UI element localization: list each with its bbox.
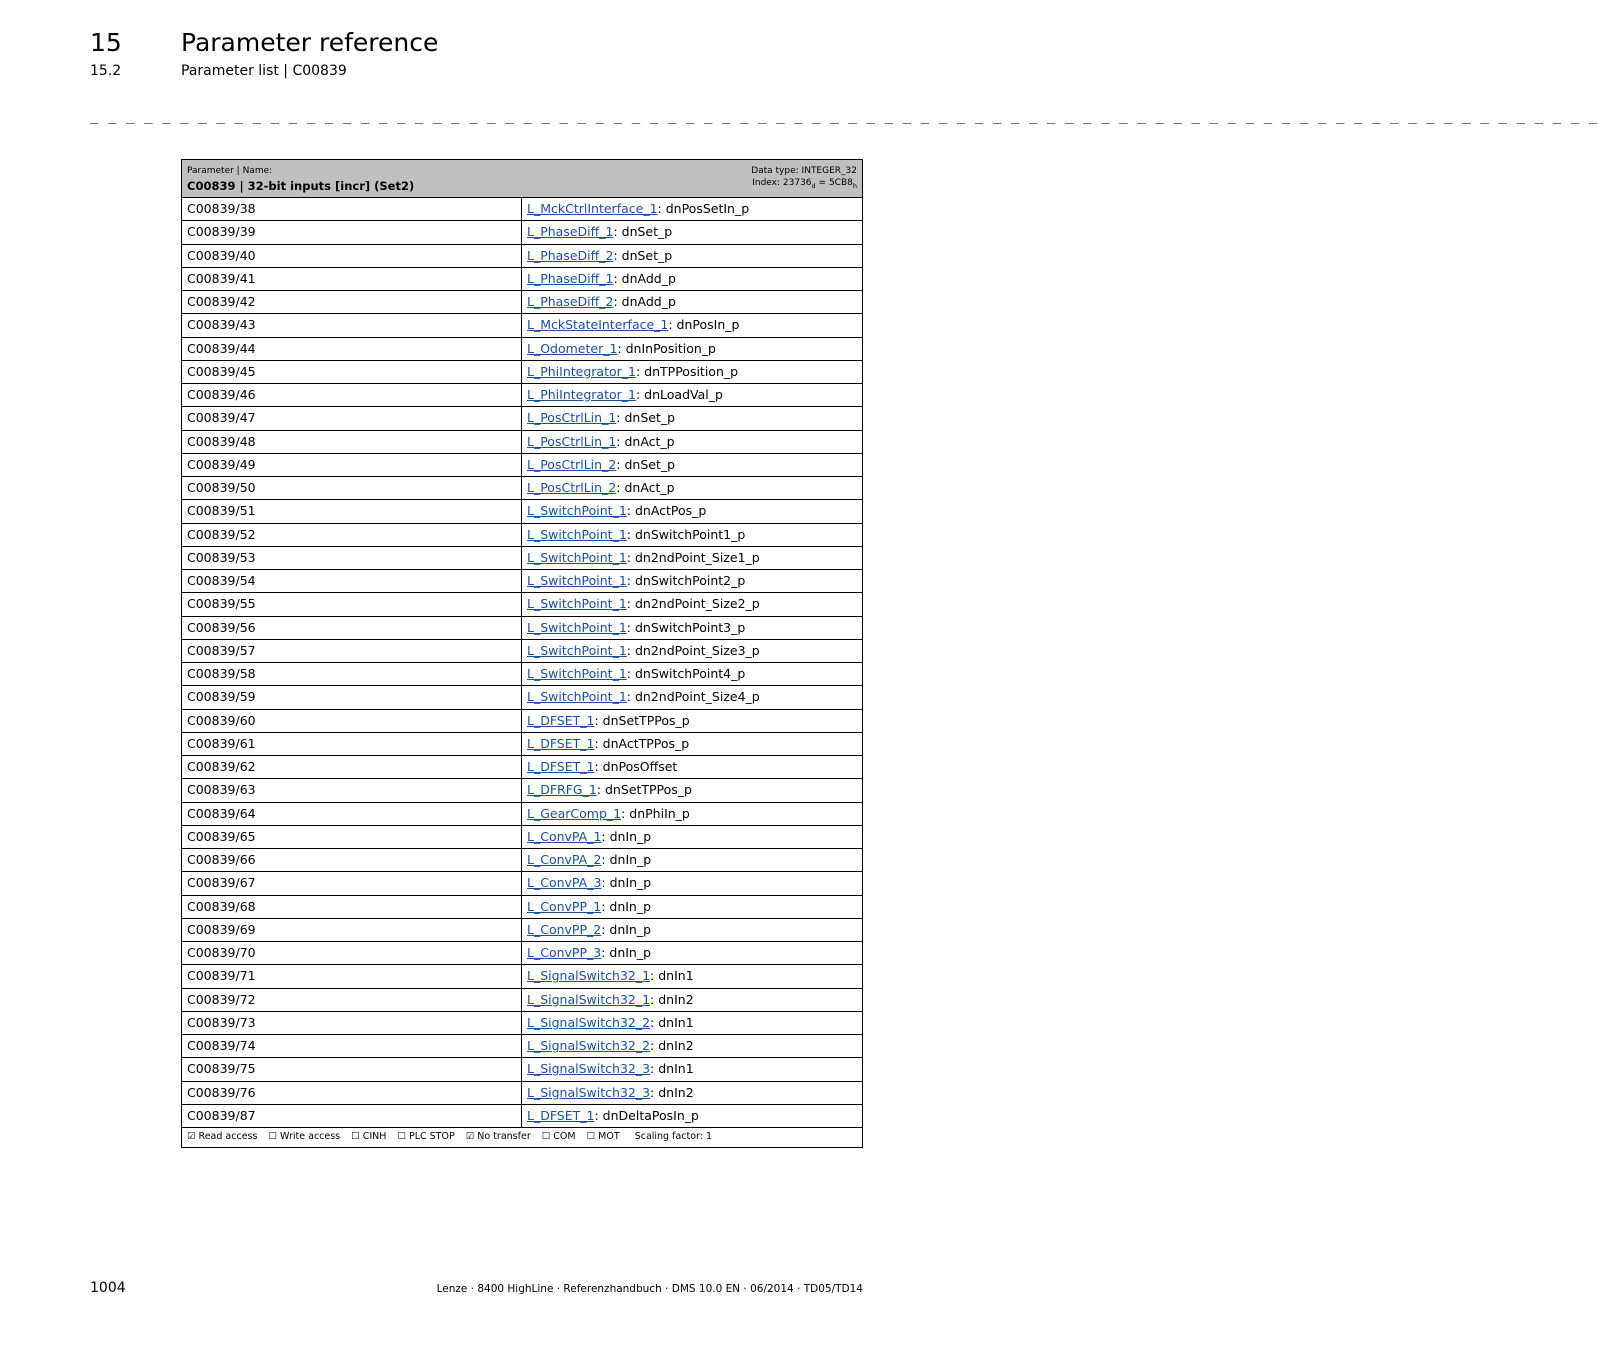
function-block-link[interactable]: L_ConvPA_2 <box>527 852 602 867</box>
header-dash-rule: _ _ _ _ _ _ _ _ _ _ _ _ _ _ _ _ _ _ _ _ _ _ _ _ _ _ _ _ _ _ _ _ _ _ _ _ _ _ _ _ _ _ _ _ _ _ _ _ _ _ _ _ _ _ _ _ _ _ _ _ _ _ _ _ _ _ _ _ _ _ _ _ _ _ _ _ _ _ _ _ _ _ _ _ <box>90 108 1598 124</box>
function-block-link[interactable]: L_SwitchPoint_1 <box>527 689 627 705</box>
signal-name: : dnIn_p <box>601 898 652 914</box>
function-block-link[interactable]: L_SwitchPoint_1 <box>527 619 627 635</box>
signal-cell <box>522 593 760 615</box>
function-block-link[interactable]: L_SignalSwitch32_2 <box>527 1014 651 1030</box>
chapter-number: 15 <box>90 28 122 57</box>
parameter-code: C00839/49 <box>182 454 522 476</box>
signal-cell <box>522 872 651 894</box>
parameter-code: C00839/38 <box>182 198 522 220</box>
table-row <box>182 826 862 849</box>
signal-name: : dnIn_p <box>601 945 652 960</box>
signal-name: : dnIn_p <box>601 828 652 844</box>
parameter-code: C00839/70 <box>182 942 522 964</box>
signal-name: : dnSwitchPoint4_p <box>626 666 746 681</box>
function-block-link[interactable]: L_SwitchPoint_1 <box>527 526 627 542</box>
parameter-table <box>181 159 863 1148</box>
signal-name: : dnDeltaPosIn_p <box>594 1107 699 1123</box>
parameter-code: C00839/58 <box>182 663 522 685</box>
signal-name: : dnIn2 <box>650 1084 694 1100</box>
parameter-code: C00839/71 <box>182 965 522 987</box>
index-sub-d: d <box>811 181 816 190</box>
function-block-link[interactable]: L_SignalSwitch32_3 <box>527 1084 651 1100</box>
table-row <box>182 663 862 686</box>
signal-cell <box>522 942 651 964</box>
table-row <box>182 872 862 895</box>
table-row <box>182 849 862 872</box>
table-row <box>182 454 862 477</box>
parameter-code: C00839/51 <box>182 500 522 522</box>
parameter-code: C00839/72 <box>182 989 522 1011</box>
function-block-link[interactable]: L_PhiIntegrator_1 <box>527 387 636 402</box>
section-title: Parameter list | C00839 <box>181 63 347 79</box>
signal-name: : dnSwitchPoint3_p <box>626 619 746 635</box>
signal-cell <box>522 710 690 732</box>
read-access-flag: ☑ Read access <box>187 1131 258 1142</box>
signal-cell <box>522 1082 694 1104</box>
parameter-code: C00839/50 <box>182 477 522 499</box>
function-block-link[interactable]: L_SwitchPoint_1 <box>527 666 627 681</box>
signal-cell <box>522 803 690 825</box>
signal-name: : dnSetTPPos_p <box>596 782 692 798</box>
signal-name: : dn2ndPoint_Size1_p <box>626 549 760 565</box>
table-row <box>182 314 862 337</box>
table-row <box>182 1105 862 1128</box>
function-block-link[interactable]: L_SignalSwitch32_2 <box>527 1038 651 1053</box>
table-header <box>182 160 862 198</box>
table-row <box>182 477 862 500</box>
signal-name: : dnPhiIn_p <box>621 805 690 821</box>
signal-cell <box>522 291 676 313</box>
signal-cell <box>522 989 694 1011</box>
function-block-link[interactable]: L_PhiIntegrator_1 <box>527 363 636 379</box>
signal-cell <box>522 1035 694 1057</box>
parameter-code: C00839/39 <box>182 221 522 243</box>
table-row <box>182 291 862 314</box>
write-access-flag: ☐ Write access <box>268 1131 341 1142</box>
table-row <box>182 570 862 593</box>
function-block-link[interactable]: L_PosCtrlLin_1 <box>527 410 617 426</box>
parameter-code: C00839/65 <box>182 826 522 848</box>
signal-cell <box>522 547 760 569</box>
table-row <box>182 407 862 430</box>
table-row <box>182 1012 862 1035</box>
page-number: 1004 <box>90 1280 126 1296</box>
function-block-link[interactable]: L_GearComp_1 <box>527 805 622 821</box>
function-block-link[interactable]: L_Odometer_1 <box>527 340 618 356</box>
signal-cell <box>522 826 651 848</box>
function-block-link[interactable]: L_PhaseDiff_1 <box>527 224 614 240</box>
signal-cell <box>522 384 723 406</box>
parameter-code: C00839/69 <box>182 919 522 941</box>
parameter-code: C00839/55 <box>182 593 522 615</box>
signal-cell <box>522 733 689 755</box>
signal-name: : dnIn_p <box>601 852 652 867</box>
scaling-factor: Scaling factor: 1 <box>634 1131 713 1142</box>
signal-name: : dnInPosition_p <box>617 340 716 356</box>
table-row <box>182 593 862 616</box>
signal-cell <box>522 1058 694 1080</box>
signal-cell <box>522 524 745 546</box>
signal-name: : dn2ndPoint_Size3_p <box>626 642 760 658</box>
signal-name: : dnPosSetIn_p <box>657 201 750 216</box>
parameter-code: C00839/64 <box>182 803 522 825</box>
signal-name: : dnIn2 <box>650 1038 694 1053</box>
signal-cell <box>522 779 692 801</box>
signal-cell <box>522 849 651 871</box>
signal-name: : dnSwitchPoint2_p <box>626 573 746 588</box>
signal-cell <box>522 570 745 592</box>
parameter-code: C00839/87 <box>182 1105 522 1127</box>
table-row <box>182 989 862 1012</box>
function-block-link[interactable]: L_PhaseDiff_2 <box>527 247 614 263</box>
signal-name: : dnSetTPPos_p <box>594 712 690 728</box>
signal-name: : dnActPos_p <box>626 503 707 519</box>
function-block-link[interactable]: L_PosCtrlLin_2 <box>527 480 617 495</box>
function-block-link[interactable]: L_SwitchPoint_1 <box>527 642 627 658</box>
signal-cell <box>522 477 675 499</box>
parameter-code: C00839/45 <box>182 361 522 383</box>
function-block-link[interactable]: L_ConvPP_3 <box>527 945 602 960</box>
table-row <box>182 384 862 407</box>
function-block-link[interactable]: L_PosCtrlLin_1 <box>527 433 617 449</box>
mot-flag: ☐ MOT <box>586 1131 620 1142</box>
signal-name: : dnPosOffset <box>594 759 678 774</box>
no-transfer-flag: ☑ No transfer <box>465 1131 531 1142</box>
table-body <box>182 198 862 1128</box>
signal-cell <box>522 640 760 662</box>
parameter-code: C00839/66 <box>182 849 522 871</box>
table-row <box>182 779 862 802</box>
function-block-link[interactable]: L_SwitchPoint_1 <box>527 573 627 588</box>
function-block-link[interactable]: L_SwitchPoint_1 <box>527 596 627 612</box>
signal-cell <box>522 617 745 639</box>
table-row <box>182 431 862 454</box>
access-footer <box>182 1128 862 1147</box>
parameter-code: C00839/61 <box>182 733 522 755</box>
table-row <box>182 942 862 965</box>
chapter-title: Parameter reference <box>181 28 439 57</box>
function-block-link[interactable]: L_DFSET_1 <box>527 735 595 751</box>
signal-name: : dn2ndPoint_Size2_p <box>626 596 760 612</box>
plc-stop-flag: ☐ PLC STOP <box>397 1131 455 1142</box>
com-flag: ☐ COM <box>541 1131 576 1142</box>
signal-name: : dnIn1 <box>650 1061 694 1077</box>
signal-cell <box>522 500 706 522</box>
function-block-link[interactable]: L_ConvPA_1 <box>527 828 602 844</box>
parameter-code: C00839/68 <box>182 896 522 918</box>
signal-name: : dnAdd_p <box>613 294 676 309</box>
signal-name: : dnAdd_p <box>613 270 676 286</box>
signal-cell <box>522 407 675 429</box>
signal-name: : dnSet_p <box>616 410 676 426</box>
parameter-code: C00839/54 <box>182 570 522 592</box>
table-row <box>182 896 862 919</box>
signal-name: : dnSet_p <box>613 247 673 263</box>
table-row <box>182 268 862 291</box>
signal-cell <box>522 245 672 267</box>
table-row <box>182 640 862 663</box>
function-block-link[interactable]: L_SignalSwitch32_1 <box>527 968 651 984</box>
parameter-code: C00839/43 <box>182 314 522 336</box>
table-row <box>182 338 862 361</box>
signal-name: : dnSet_p <box>616 456 676 472</box>
index-sub-h: h <box>852 181 857 190</box>
signal-cell <box>522 1105 699 1127</box>
function-block-link[interactable]: L_SwitchPoint_1 <box>527 549 627 565</box>
signal-name: : dnSet_p <box>613 224 673 240</box>
signal-name: : dnActTPPos_p <box>594 735 690 751</box>
signal-name: : dnIn1 <box>650 968 694 984</box>
table-row <box>182 245 862 268</box>
signal-cell <box>522 686 760 708</box>
function-block-link[interactable]: L_ConvPP_1 <box>527 898 602 914</box>
signal-name: : dnLoadVal_p <box>635 387 723 402</box>
signal-cell <box>522 198 749 220</box>
parameter-code: C00839/59 <box>182 686 522 708</box>
parameter-code: C00839/56 <box>182 617 522 639</box>
parameter-code: C00839/53 <box>182 547 522 569</box>
function-block-link[interactable]: L_ConvPP_2 <box>527 921 602 937</box>
table-row <box>182 198 862 221</box>
signal-name: : dnAct_p <box>616 433 675 449</box>
function-block-link[interactable]: L_MckCtrlInterface_1 <box>527 201 658 216</box>
parameter-code: C00839/52 <box>182 524 522 546</box>
cinh-flag: ☐ CINH <box>351 1131 387 1142</box>
parameter-code: C00839/44 <box>182 338 522 360</box>
signal-cell <box>522 221 672 243</box>
signal-name: : dnTPPosition_p <box>635 363 739 379</box>
signal-cell <box>522 965 694 987</box>
table-row <box>182 756 862 779</box>
function-block-link[interactable]: L_DFRFG_1 <box>527 782 597 798</box>
section-number: 15.2 <box>90 63 122 79</box>
signal-name: : dnIn2 <box>650 991 694 1007</box>
function-block-link[interactable]: L_DFSET_1 <box>527 712 595 728</box>
parameter-code: C00839/74 <box>182 1035 522 1057</box>
table-row <box>182 1035 862 1058</box>
table-row <box>182 803 862 826</box>
signal-cell <box>522 361 738 383</box>
table-row <box>182 500 862 523</box>
parameter-code: C00839/40 <box>182 245 522 267</box>
table-row <box>182 221 862 244</box>
signal-name: : dnPosIn_p <box>668 317 740 333</box>
index-info <box>752 178 857 190</box>
data-type: Data type: INTEGER_32 <box>751 166 857 176</box>
table-row <box>182 686 862 709</box>
table-row <box>182 733 862 756</box>
signal-cell <box>522 663 745 685</box>
table-row <box>182 524 862 547</box>
table-row <box>182 965 862 988</box>
table-row <box>182 617 862 640</box>
parameter-code: C00839/42 <box>182 291 522 313</box>
parameter-code: C00839/41 <box>182 268 522 290</box>
function-block-link[interactable]: L_SwitchPoint_1 <box>527 503 627 519</box>
signal-cell <box>522 268 676 290</box>
signal-name: : dnIn1 <box>650 1014 694 1030</box>
table-row <box>182 710 862 733</box>
parameter-code: C00839/57 <box>182 640 522 662</box>
signal-name: : dnIn_p <box>601 875 652 891</box>
signal-name: : dn2ndPoint_Size4_p <box>626 689 760 705</box>
function-block-link[interactable]: L_PhaseDiff_2 <box>527 294 614 309</box>
parameter-name: C00839 | 32-bit inputs [incr] (Set2) <box>187 179 415 193</box>
function-block-link[interactable]: L_DFSET_1 <box>527 1107 595 1123</box>
function-block-link[interactable]: L_PosCtrlLin_2 <box>527 456 617 472</box>
parameter-code: C00839/48 <box>182 431 522 453</box>
parameter-code: C00839/60 <box>182 710 522 732</box>
function-block-link[interactable]: L_SignalSwitch32_1 <box>527 991 651 1007</box>
parameter-code: C00839/73 <box>182 1012 522 1034</box>
table-row <box>182 1082 862 1105</box>
parameter-code: C00839/67 <box>182 872 522 894</box>
document-info: Lenze · 8400 HighLine · Referenzhandbuch · DMS 10.0 EN · 06/2014 · TD05/TD14 <box>436 1283 863 1295</box>
table-row <box>182 361 862 384</box>
table-row <box>182 1058 862 1081</box>
index-prefix: Index: 23736 <box>752 178 812 188</box>
function-block-link[interactable]: L_ConvPA_3 <box>527 875 602 891</box>
signal-name: : dnSwitchPoint1_p <box>626 526 746 542</box>
signal-cell <box>522 919 651 941</box>
parameter-code: C00839/63 <box>182 779 522 801</box>
signal-cell <box>522 896 651 918</box>
index-mid: = 5CB8 <box>815 178 853 188</box>
function-block-link[interactable]: L_SignalSwitch32_3 <box>527 1061 651 1077</box>
function-block-link[interactable]: L_MckStateInterface_1 <box>527 317 669 333</box>
signal-cell <box>522 338 716 360</box>
signal-cell <box>522 431 675 453</box>
function-block-link[interactable]: L_PhaseDiff_1 <box>527 270 614 286</box>
function-block-link[interactable]: L_DFSET_1 <box>527 759 595 774</box>
signal-cell <box>522 454 675 476</box>
signal-cell <box>522 756 677 778</box>
parameter-code: C00839/46 <box>182 384 522 406</box>
signal-cell <box>522 1012 694 1034</box>
parameter-code: C00839/76 <box>182 1082 522 1104</box>
signal-cell <box>522 314 739 336</box>
parameter-code: C00839/47 <box>182 407 522 429</box>
table-row <box>182 919 862 942</box>
table-row <box>182 547 862 570</box>
parameter-code: C00839/75 <box>182 1058 522 1080</box>
parameter-code: C00839/62 <box>182 756 522 778</box>
signal-name: : dnIn_p <box>601 921 652 937</box>
signal-name: : dnAct_p <box>616 480 675 495</box>
header-caption: Parameter | Name: <box>187 166 273 176</box>
